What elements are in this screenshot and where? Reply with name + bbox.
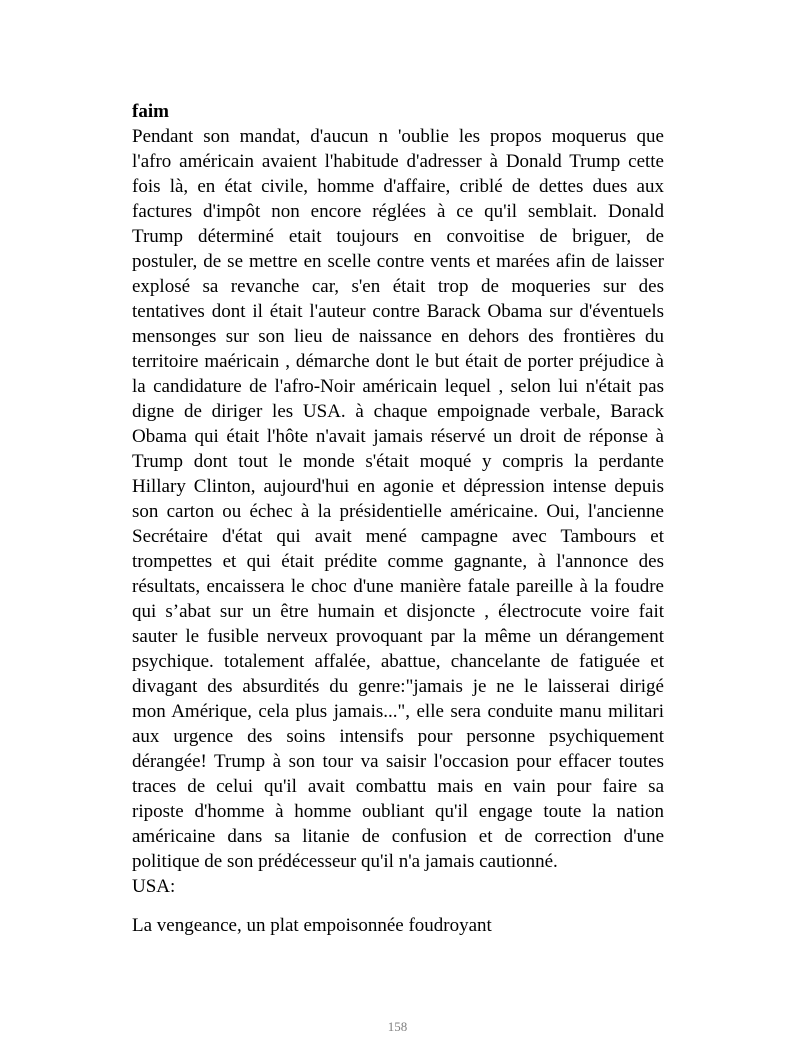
paragraph-line: son carton ou échec à la présidentielle américaine. Oui, l'ancienne xyxy=(132,501,664,522)
body-paragraph xyxy=(132,124,664,874)
paragraph-line: la candidature de l'afro-Noir américain lequel , selon lui n'était pas xyxy=(132,376,664,397)
paragraph-line: politique de son prédécesseur qu'il n'a jamais cautionné. xyxy=(132,851,558,872)
paragraph-line: Hillary Clinton, aujourd'hui en agonie et dépression intense depuis xyxy=(132,476,664,497)
paragraph-line: trompettes et qui était prédite comme gagnante, à l'annonce des xyxy=(132,551,664,572)
paragraph-line: Pendant son mandat, d'aucun n 'oublie les propos moquerus que xyxy=(132,126,664,147)
paragraph-line: postuler, de se mettre en scelle contre vents et marées afin de laisser xyxy=(132,251,664,272)
paragraph-line: factures d'impôt non encore réglées à ce qu'il semblait. Donald xyxy=(132,201,664,222)
paragraph-line: l'afro américain avaient l'habitude d'adresser à Donald Trump cette xyxy=(132,151,664,172)
page-number: 158 xyxy=(387,1019,408,1034)
paragraph-line: divagant des absurdités du genre:"jamais je ne le laisserai dirigé xyxy=(132,676,664,697)
paragraph-line: résultats, encaissera le choc d'une manière fatale pareille à la foudre xyxy=(132,576,664,597)
usa-label: USA: xyxy=(132,876,176,897)
paragraph-line: digne de diriger les USA. à chaque empoignade verbale, Barack xyxy=(132,401,664,422)
paragraph-line: psychique. totalement affalée, abattue, chancelante de fatiguée et xyxy=(132,651,664,672)
paragraph-line: tentatives dont il était l'auteur contre Barack Obama sur d'éventuels xyxy=(132,301,664,322)
paragraph-line: fois là, en état civile, homme d'affaire, criblé de dettes dues aux xyxy=(132,176,664,197)
paragraph-line: explosé sa revanche car, s'en était trop de moqueries sur des xyxy=(132,276,664,297)
paragraph-line: territoire maéricain , démarche dont le but était de porter préjudice à xyxy=(132,351,664,372)
paragraph-line: mensonges sur son lieu de naissance en dehors des frontières du xyxy=(132,326,664,347)
section-heading: faim xyxy=(132,101,169,122)
paragraph-line: qui s’abat sur un être humain et disjoncte , électrocute voire fait xyxy=(132,601,664,622)
paragraph-line: aux urgence des soins intensifs pour personne psychiquement xyxy=(132,726,664,747)
chapter-subtitle: La vengeance, un plat empoisonnée foudroyant xyxy=(132,915,492,936)
paragraph-line: sauter le fusible nerveux provoquant par la même un dérangement xyxy=(132,626,664,647)
paragraph-line: Obama qui était l'hôte n'avait jamais réservé un droit de réponse à xyxy=(132,426,664,447)
paragraph-line: dérangée! Trump à son tour va saisir l'occasion pour effacer toutes xyxy=(132,751,664,772)
paragraph-line: américaine dans sa litanie de confusion et de correction d'une xyxy=(132,826,664,847)
paragraph-line: Trump déterminé etait toujours en convoitise de briguer, de xyxy=(132,226,664,247)
paragraph-line: traces de celui qu'il avait combattu mais en vain pour faire sa xyxy=(132,776,664,797)
paragraph-line: Trump dont tout le monde s'était moqué y compris la perdante xyxy=(132,451,664,472)
paragraph-line: Secrétaire d'état qui avait mené campagne avec Tambours et xyxy=(132,526,664,547)
paragraph-line: mon Amérique, cela plus jamais...", elle sera conduite manu militari xyxy=(132,701,664,722)
paragraph-line: riposte d'homme à homme oubliant qu'il engage toute la nation xyxy=(132,801,664,822)
